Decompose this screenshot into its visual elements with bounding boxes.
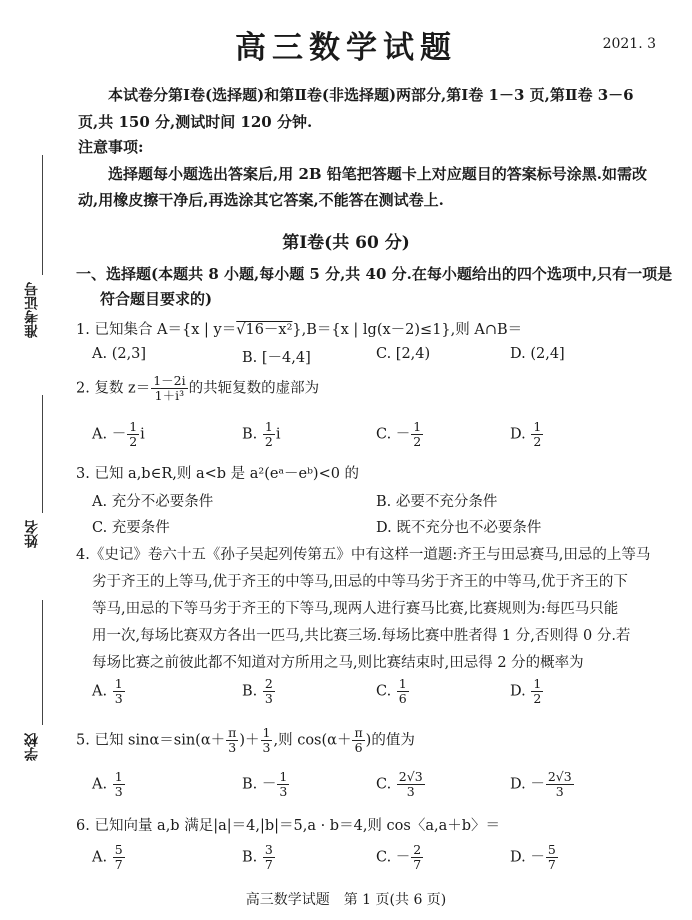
q4-option-a[interactable]: A. $\frac{1}{3}$ (92, 676, 123, 706)
question-3-stem: 3. 已知 a,b∈R,则 a<b 是 a²(eᵃ－eᵇ)<0 的 (76, 466, 360, 482)
sidebar-line (42, 395, 43, 513)
q1-option-b[interactable]: B. [－4,4] (242, 350, 311, 366)
question-6-stem: 6. 已知向量 a,b 满足|a|＝4,|b|＝5,a · b＝4,则 cos〈a,a＋b〉＝ (76, 818, 501, 834)
q5-option-b[interactable]: B. － $\frac{1}{3}$ (242, 769, 288, 799)
question-4-line-2: 劣于齐王的上等马,优于齐王的中等马,田忌的中等马劣于齐王的中等马,优于齐王的下 (92, 574, 628, 590)
q1-option-a[interactable]: A. (2,3] (92, 346, 147, 362)
q3-option-b[interactable]: B. 必要不充分条件 (376, 494, 498, 510)
q2-option-a[interactable]: A. － $\frac{1}{2}$ i (92, 419, 145, 449)
notice-label: 注意事项: (78, 138, 144, 156)
question-4-line-4: 用一次,每场比赛双方各出一匹马,共比赛三场.每场比赛中胜者得 1 分,否则得 0 分.若 (92, 628, 631, 644)
q6-option-a[interactable]: A. $\frac{5}{7}$ (92, 842, 123, 872)
q5-option-d[interactable]: D. － $\frac{2√3}{3}$ (510, 769, 572, 799)
sidebar-line (42, 600, 43, 725)
q1-option-c[interactable]: C. [2,4) (376, 346, 431, 362)
section-heading: 第Ⅰ卷(共 60 分) (282, 233, 410, 253)
q3-option-d[interactable]: D. 既不充分也不必要条件 (376, 520, 542, 536)
intro-line-2: 页,共 150 分,测试时间 120 分钟. (78, 113, 313, 131)
question-5-stem: 5. 已知 sinα＝sin(α＋ $\frac{\pi}{3}$ )＋ $\frac{1}{3}$ ,则 cos(α＋ $\frac{\pi}{6}$ )的值为 (76, 725, 415, 755)
exam-title: 高三数学试题 (235, 30, 457, 66)
q1-option-d[interactable]: D. (2,4] (510, 346, 565, 362)
q4-option-d[interactable]: D. $\frac{1}{2}$ (510, 676, 542, 706)
page-footer: 高三数学试题 第 1 页(共 6 页) (245, 892, 447, 908)
q4-option-c[interactable]: C. $\frac{1}{6}$ (376, 676, 407, 706)
school-label: 学校 (24, 733, 40, 761)
q3-option-a[interactable]: A. 充分不必要条件 (92, 494, 214, 510)
name-label: 姓名 (24, 520, 40, 548)
exam-number-label: 准考证号 (24, 282, 40, 338)
exam-date: 2021. 3 (602, 36, 656, 52)
part-instruction-1: 一、选择题(本题共 8 小题,每小题 5 分,共 40 分.在每小题给出的四个选项中,只有一项是 (76, 265, 673, 283)
question-4-line-3: 等马,田忌的下等马劣于齐王的下等马,现两人进行赛马比赛,比赛规则为:每匹马只能 (92, 601, 619, 617)
q2-option-d[interactable]: D. $\frac{1}{2}$ (510, 419, 542, 449)
question-2-stem: 2. 复数 z＝ $\frac{1-2i}{\text{1＋i³}}$ 的共轭复数的虚部为 (76, 373, 320, 403)
part-instruction-2: 符合题目要求的) (100, 290, 213, 308)
notice-line-2: 动,用橡皮擦干净后,再选涂其它答案,不能答在测试卷上. (78, 191, 444, 209)
q6-option-d[interactable]: D. － $\frac{5}{7}$ (510, 842, 556, 872)
intro-line-1: 本试卷分第Ⅰ卷(选择题)和第Ⅱ卷(非选择题)两部分,第Ⅰ卷 1－3 页,第Ⅱ卷 3－6 (108, 86, 634, 104)
q6-option-c[interactable]: C. － $\frac{2}{7}$ (376, 842, 422, 872)
q2-option-b[interactable]: B. $\frac{1}{2}$ i (242, 419, 281, 449)
sidebar-line (42, 155, 43, 275)
q2-option-c[interactable]: C. － $\frac{1}{2}$ (376, 419, 422, 449)
q3-option-c[interactable]: C. 充要条件 (92, 520, 170, 536)
notice-line-1: 选择题每小题选出答案后,用 2B 铅笔把答题卡上对应题目的答案标号涂黑.如需改 (108, 165, 648, 183)
question-4-line-1: 4.《史记》卷六十五《孙子吴起列传第五》中有这样一道题:齐王与田忌赛马,田忌的上等马 (76, 547, 651, 563)
question-1-stem: 1. 已知集合 A＝{x | y＝√16－x²},B＝{x | lg(x－2)≤1},则 A∩B＝ (76, 322, 523, 338)
question-4-line-5: 每场比赛之前彼此都不知道对方所用之马,则比赛结束时,田忌得 2 分的概率为 (92, 655, 584, 671)
q4-option-b[interactable]: B. $\frac{2}{3}$ (242, 676, 273, 706)
q6-option-b[interactable]: B. $\frac{3}{7}$ (242, 842, 273, 872)
q5-option-c[interactable]: C. $\frac{2√3}{3}$ (376, 769, 423, 799)
q5-option-a[interactable]: A. $\frac{1}{3}$ (92, 769, 123, 799)
